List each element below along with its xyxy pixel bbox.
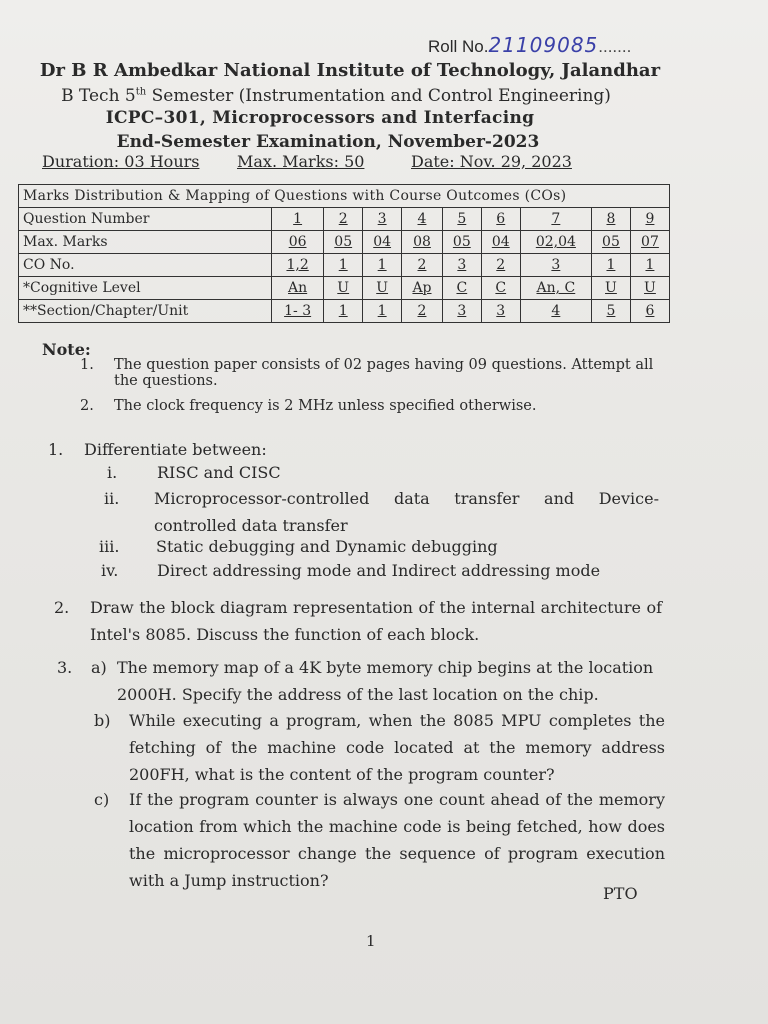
table-cell: 02,04 xyxy=(520,231,591,254)
table-row xyxy=(19,254,670,277)
exam-meta xyxy=(42,152,572,171)
row-label: *Cognitive Level xyxy=(19,277,272,300)
note-item-1 xyxy=(80,357,674,389)
course-title: ICPC–301, Microprocessors and Interfacing xyxy=(105,108,535,128)
table-cell: U xyxy=(363,277,402,300)
table-cell: 1 xyxy=(324,300,363,323)
part-number: i. xyxy=(107,463,118,482)
table-caption: Marks Distribution & Mapping of Questions with Course Outcomes (COs) xyxy=(19,185,670,208)
row-label: CO No. xyxy=(19,254,272,277)
note-item-number: 1. xyxy=(80,357,94,373)
row-label: **Section/Chapter/Unit xyxy=(19,300,272,323)
table-cell: 8 xyxy=(591,208,630,231)
roll-value: 21109085 xyxy=(488,33,599,57)
table-cell: 1 xyxy=(324,254,363,277)
table-cell: 2 xyxy=(324,208,363,231)
part-a-text: The memory map of a 4K byte memory chip begins at the location 2000H. Specify the address of the last location on the chip. xyxy=(117,658,654,704)
table-caption-row xyxy=(19,185,670,208)
part-text: Static debugging and Dynamic debugging xyxy=(156,537,498,556)
part-b-label: b) xyxy=(94,711,111,730)
table-cell: C xyxy=(481,277,520,300)
part-number: ii. xyxy=(104,489,120,508)
table-cell: 2 xyxy=(481,254,520,277)
table-cell: 3 xyxy=(481,300,520,323)
note-item-text: The clock frequency is 2 MHz unless specified otherwise. xyxy=(114,398,537,414)
roll-dots: ....... xyxy=(598,37,632,56)
table-cell: 06 xyxy=(271,231,323,254)
table-cell: 1 xyxy=(363,300,402,323)
table-row xyxy=(19,208,670,231)
question-1 xyxy=(48,437,267,463)
table-cell: 05 xyxy=(442,231,481,254)
table-cell: 08 xyxy=(402,231,443,254)
table-cell: 04 xyxy=(363,231,402,254)
table-cell: 05 xyxy=(591,231,630,254)
q3-part-b xyxy=(94,707,669,788)
institute-name: Dr B R Ambedkar National Institute of Technology, Jalandhar xyxy=(39,60,661,81)
table-cell: An xyxy=(271,277,323,300)
question-3 xyxy=(57,654,667,708)
table-cell: 2 xyxy=(402,254,443,277)
question-text: Draw the block diagram representation of the internal architecture of Intel's 8085. Discuss the function of each block. xyxy=(90,598,662,644)
table-cell: An, C xyxy=(520,277,591,300)
table-cell: U xyxy=(591,277,630,300)
note-title: Note: xyxy=(42,340,91,359)
table-cell: 1 xyxy=(271,208,323,231)
table-cell: 6 xyxy=(630,300,669,323)
table-cell: 1- 3 xyxy=(271,300,323,323)
question-stem: Differentiate between: xyxy=(84,440,267,459)
table-cell: 4 xyxy=(402,208,443,231)
exam-date: Date: Nov. 29, 2023 xyxy=(411,152,572,171)
roll-number xyxy=(428,33,631,57)
note-item-number: 2. xyxy=(80,398,94,414)
table-row xyxy=(19,277,670,300)
program-post: Semester (Instrumentation and Control Engineering) xyxy=(146,86,611,106)
part-c-label: c) xyxy=(94,790,110,809)
row-label: Question Number xyxy=(19,208,272,231)
table-cell: 04 xyxy=(481,231,520,254)
program-sup: th xyxy=(135,86,147,98)
part-a-label: a) xyxy=(91,658,107,677)
table-cell: 2 xyxy=(402,300,443,323)
table-row xyxy=(19,231,670,254)
table-cell: 7 xyxy=(520,208,591,231)
table-cell: 5 xyxy=(442,208,481,231)
row-label: Max. Marks xyxy=(19,231,272,254)
roll-label: Roll No. xyxy=(428,37,489,56)
pto-label: PTO xyxy=(603,884,638,903)
part-b-text: While executing a program, when the 8085 MPU completes the fetching of the machine code located at the memory address 200FH, what is the content of the program counter? xyxy=(129,711,665,784)
page-number: 1 xyxy=(366,932,376,950)
question-number: 2. xyxy=(54,598,70,617)
table-cell: 3 xyxy=(363,208,402,231)
question-number: 1. xyxy=(48,440,64,459)
q3-part-c xyxy=(94,786,669,894)
table-cell: U xyxy=(630,277,669,300)
part-number: iv. xyxy=(101,561,119,580)
q1-part-iii xyxy=(99,537,498,556)
table-cell: 9 xyxy=(630,208,669,231)
table-cell: U xyxy=(324,277,363,300)
question-2 xyxy=(54,594,664,648)
program-line xyxy=(0,86,686,106)
table-cell: Ap xyxy=(402,277,443,300)
table-cell: 1 xyxy=(363,254,402,277)
part-c-text: If the program counter is always one count ahead of the memory location from which the machine code is being fetched, how does the microprocessor change the sequence of program execution with a Jump instruction? xyxy=(129,790,665,890)
exam-title: End-Semester Examination, November-2023 xyxy=(116,132,540,152)
table-cell: 6 xyxy=(481,208,520,231)
note-item-text: The question paper consists of 02 pages having 09 questions. Attempt all the questions. xyxy=(114,357,654,389)
table-cell: 3 xyxy=(520,254,591,277)
table-cell: 3 xyxy=(442,300,481,323)
table-cell: 07 xyxy=(630,231,669,254)
table-row xyxy=(19,300,670,323)
part-text: Microprocessor-controlled data transfer and Device-controlled data transfer xyxy=(154,489,659,535)
part-text: Direct addressing mode and Indirect addressing mode xyxy=(157,561,601,580)
part-text: RISC and CISC xyxy=(157,463,281,482)
duration: Duration: 03 Hours xyxy=(42,152,200,171)
program-pre: B Tech 5 xyxy=(61,86,136,106)
q1-part-i xyxy=(107,463,281,482)
table-cell: 3 xyxy=(442,254,481,277)
marks-table xyxy=(18,184,670,323)
max-marks: Max. Marks: 50 xyxy=(237,152,365,171)
note-item-2 xyxy=(80,398,674,414)
q1-part-iv xyxy=(101,561,600,580)
table-cell: 1 xyxy=(630,254,669,277)
question-number: 3. xyxy=(57,658,73,677)
table-cell: 05 xyxy=(324,231,363,254)
table-cell: 1 xyxy=(591,254,630,277)
part-number: iii. xyxy=(99,537,120,556)
table-cell: 5 xyxy=(591,300,630,323)
table-cell: C xyxy=(442,277,481,300)
table-cell: 1,2 xyxy=(271,254,323,277)
q1-part-ii xyxy=(104,485,664,539)
table-cell: 4 xyxy=(520,300,591,323)
